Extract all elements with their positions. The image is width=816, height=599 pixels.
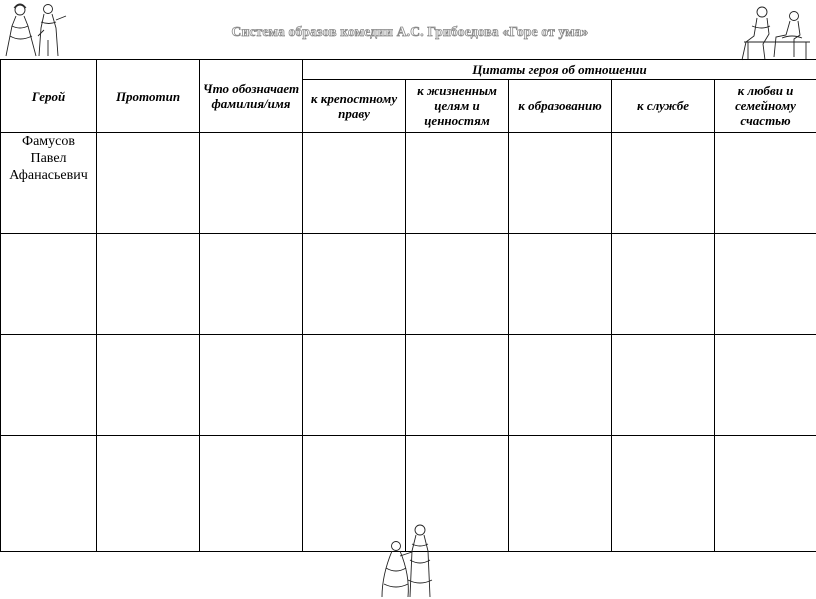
table-cell bbox=[97, 335, 200, 436]
table-cell bbox=[1, 436, 97, 552]
table-cell bbox=[509, 133, 612, 234]
header-quote-service: к службе bbox=[612, 79, 715, 132]
header-prototype: Прототип bbox=[97, 60, 200, 133]
table-cell bbox=[612, 335, 715, 436]
table-cell bbox=[1, 234, 97, 335]
table-cell bbox=[612, 133, 715, 234]
table-row bbox=[1, 234, 816, 335]
header-quote-education: к образованию bbox=[509, 79, 612, 132]
table-cell bbox=[715, 436, 816, 552]
table-cell bbox=[303, 234, 406, 335]
couple-sketch-illustration bbox=[4, 0, 74, 58]
header-name-meaning: Что обозначает фамилия/имя bbox=[200, 60, 303, 133]
header-hero: Герой bbox=[1, 60, 97, 133]
table-cell bbox=[200, 436, 303, 552]
table-row bbox=[1, 133, 816, 234]
header-quote-serfdom: к крепостному праву bbox=[303, 79, 406, 132]
table-cell bbox=[97, 436, 200, 552]
table-cell bbox=[200, 234, 303, 335]
table-cell bbox=[1, 335, 97, 436]
table-cell bbox=[715, 234, 816, 335]
table-cell bbox=[97, 133, 200, 234]
table-cell bbox=[509, 234, 612, 335]
table-cell bbox=[406, 335, 509, 436]
table-row bbox=[1, 335, 816, 436]
couple-sketch-bottom-illustration bbox=[378, 520, 440, 599]
table-cell bbox=[97, 234, 200, 335]
table-cell bbox=[715, 335, 816, 436]
table-cell bbox=[612, 436, 715, 552]
header-quote-life-goals: к жизненным целям и ценностям bbox=[406, 79, 509, 132]
table-cell bbox=[303, 335, 406, 436]
seated-couple-sketch-illustration bbox=[738, 2, 814, 62]
table-cell bbox=[303, 133, 406, 234]
table-cell bbox=[509, 335, 612, 436]
table-cell bbox=[715, 133, 816, 234]
table-cell bbox=[406, 234, 509, 335]
table-cell: Фамусов Павел Афанасьевич bbox=[1, 133, 97, 234]
table-cell bbox=[612, 234, 715, 335]
header-quotes-group: Цитаты героя об отношении bbox=[303, 60, 816, 80]
table-cell bbox=[406, 133, 509, 234]
page-title: Система образов комедии А.С. Грибоедова «Горе от ума» bbox=[231, 24, 589, 39]
table-cell bbox=[200, 133, 303, 234]
header-quote-love-family: к любви и семейному счастью bbox=[715, 79, 816, 132]
characters-table bbox=[0, 59, 816, 552]
table-cell bbox=[509, 436, 612, 552]
table-cell bbox=[200, 335, 303, 436]
